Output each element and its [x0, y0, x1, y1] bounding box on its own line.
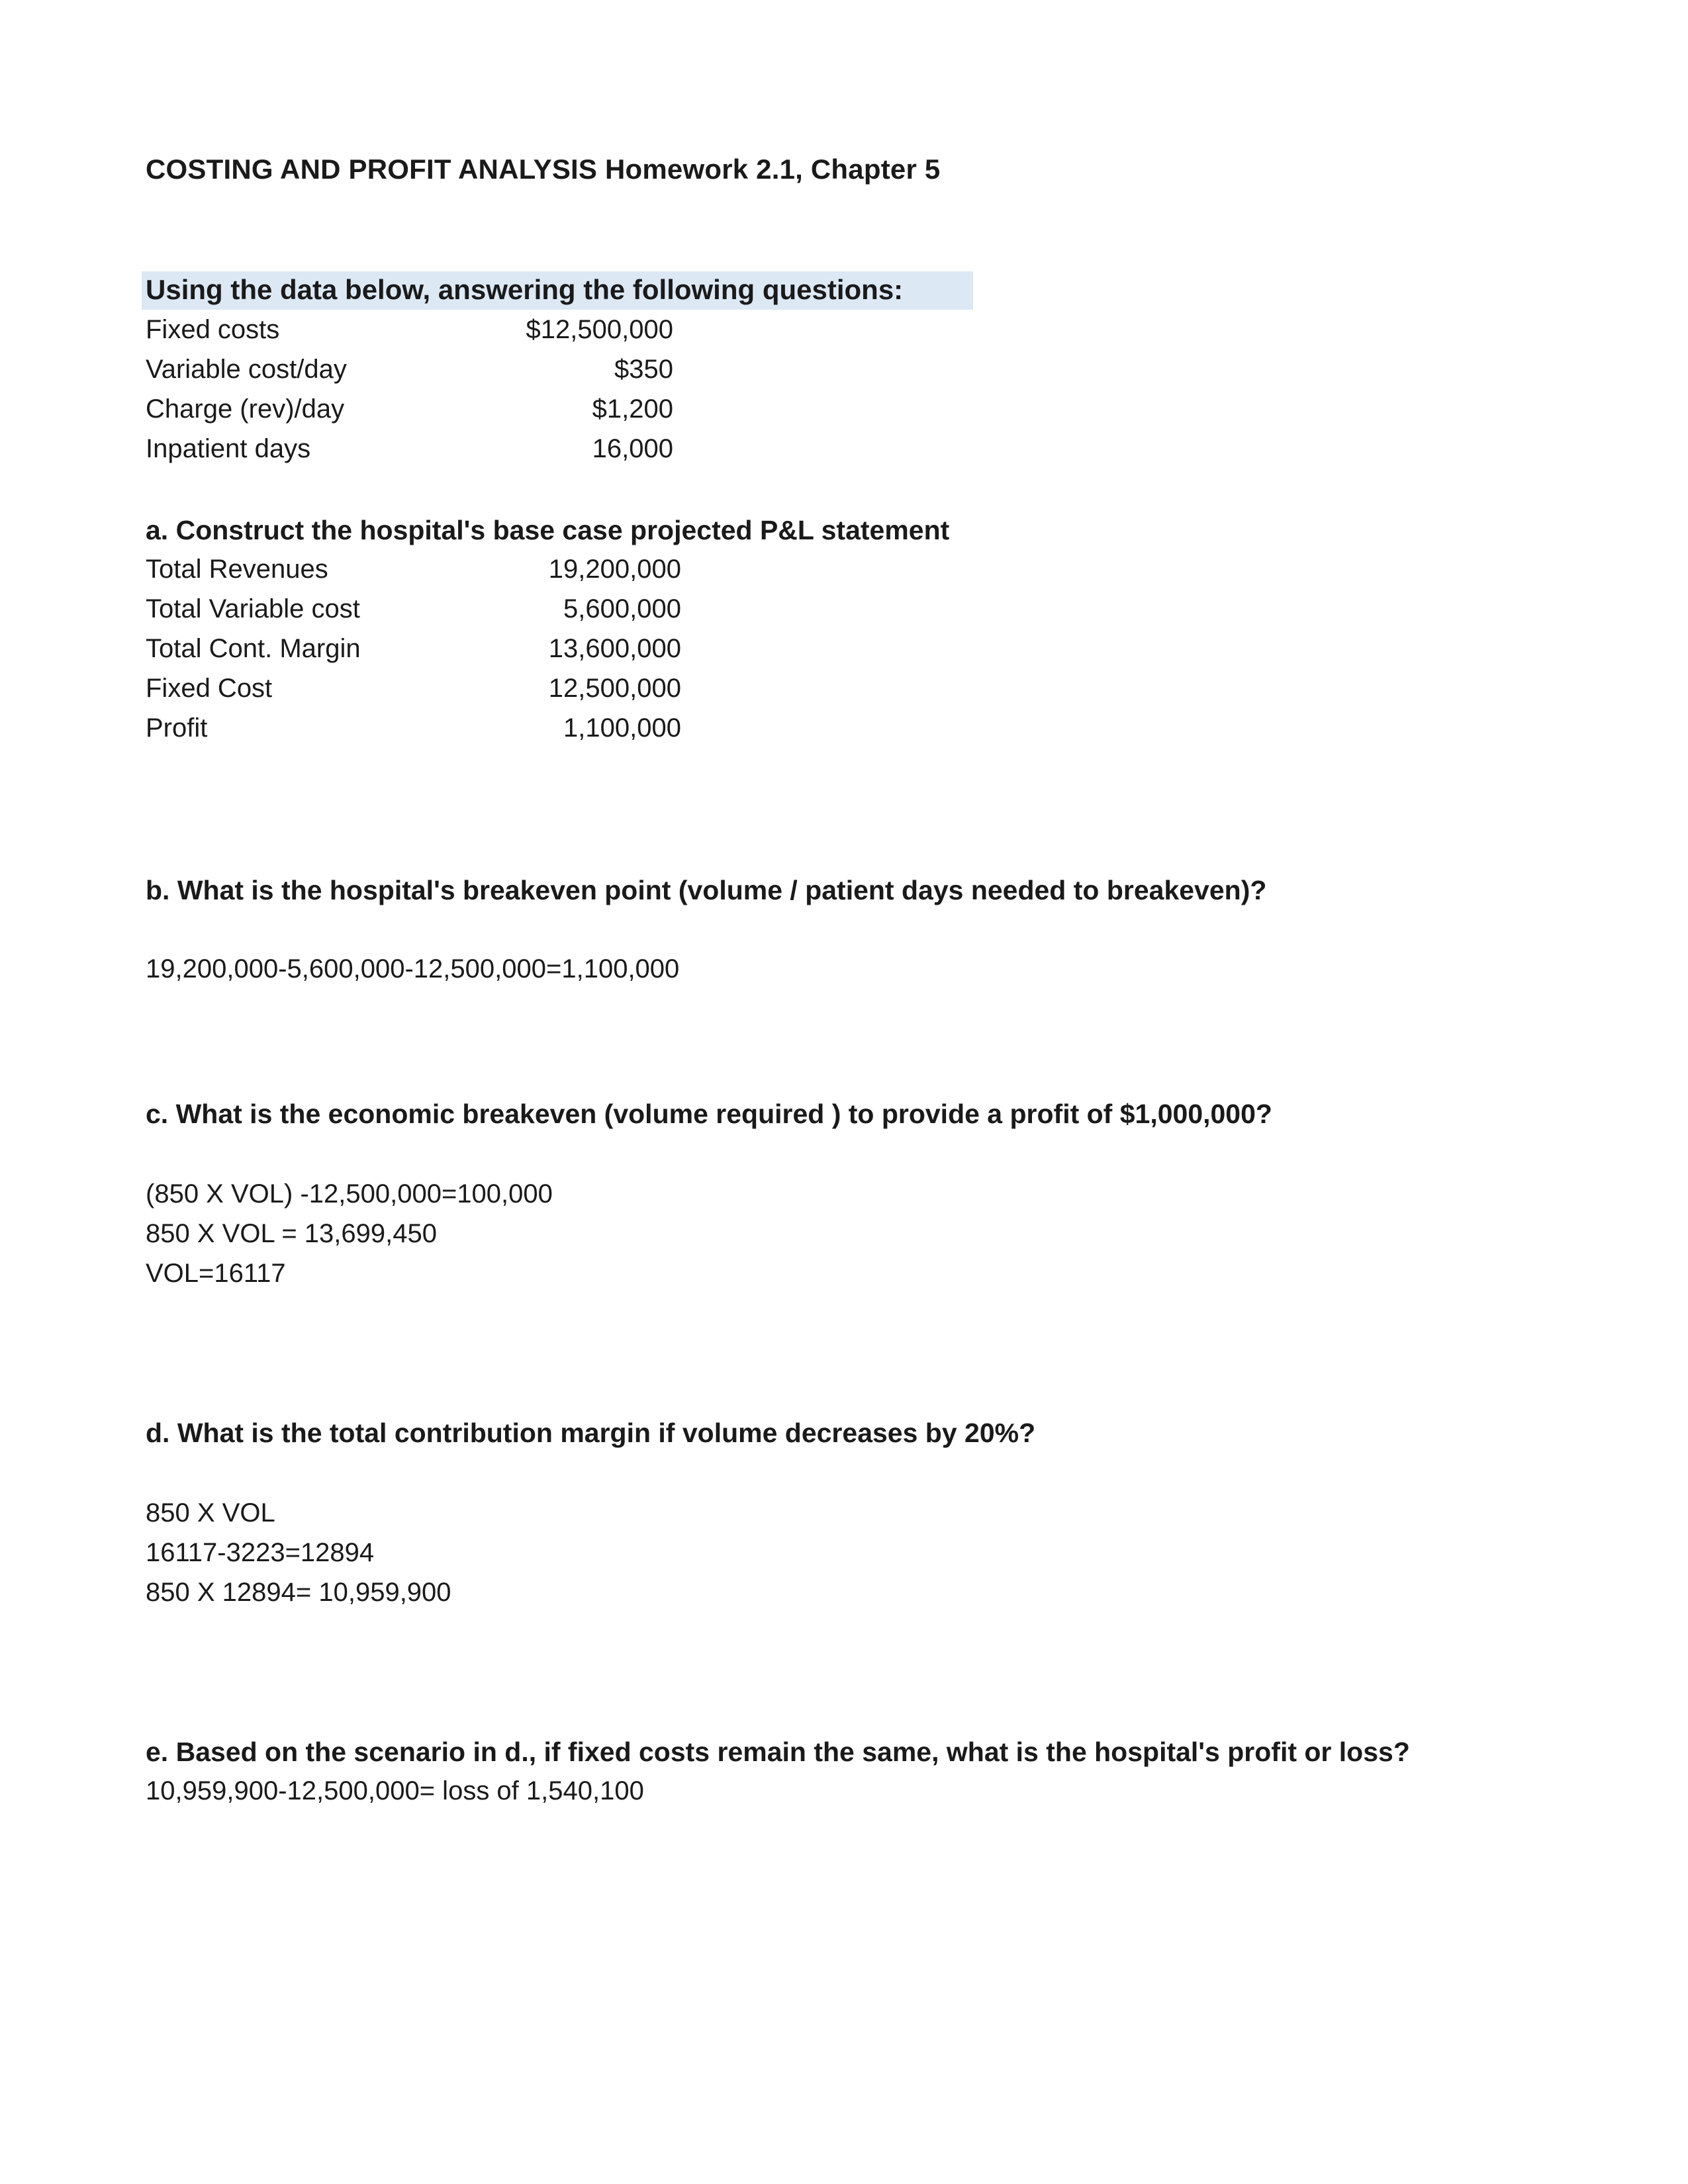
pl-value-total-revenues: 19,200,000 [548, 555, 681, 584]
section-c-heading: c. What is the economic breakeven (volume required ) to provide a profit of $1,000,000? [146, 1099, 1272, 1129]
input-label-charge: Charge (rev)/day [146, 394, 345, 424]
input-label-inpatient-days: Inpatient days [146, 434, 311, 463]
pl-label-total-cont-margin: Total Cont. Margin [146, 634, 361, 663]
input-value-charge: $1,200 [592, 394, 673, 424]
section-b-heading: b. What is the hospital's breakeven point (volume / patient days needed to breakeven)? [146, 875, 1267, 905]
section-c-line-1: (850 X VOL) -12,500,000=100,000 [146, 1179, 553, 1208]
section-c-line-2: 850 X VOL = 13,699,450 [146, 1219, 437, 1248]
pl-label-profit: Profit [146, 713, 208, 743]
section-b-answer: 19,200,000-5,600,000-12,500,000=1,100,000 [146, 954, 680, 983]
pl-value-fixed-cost: 12,500,000 [548, 674, 681, 703]
section-d-line-2: 16117-3223=12894 [146, 1538, 375, 1567]
input-label-fixed-costs: Fixed costs [146, 315, 280, 344]
intro-heading: Using the data below, answering the following questions: [146, 274, 904, 305]
pl-value-profit: 1,100,000 [563, 713, 681, 743]
section-a-heading: a. Construct the hospital's base case projected P&L statement [146, 515, 950, 545]
pl-label-total-revenues: Total Revenues [146, 555, 328, 584]
input-value-inpatient-days: 16,000 [592, 434, 673, 463]
pl-label-total-variable-cost: Total Variable cost [146, 594, 360, 623]
page-title: COSTING AND PROFIT ANALYSIS Homework 2.1, Chapter 5 [146, 154, 941, 185]
section-d-heading: d. What is the total contribution margin if volume decreases by 20%? [146, 1418, 1036, 1448]
section-d-line-1: 850 X VOL [146, 1498, 275, 1527]
section-e-heading: e. Based on the scenario in d., if fixed costs remain the same, what is the hospital's profit or loss? [146, 1737, 1410, 1767]
section-d-line-3: 850 X 12894= 10,959,900 [146, 1578, 451, 1607]
pl-label-fixed-cost: Fixed Cost [146, 674, 273, 703]
section-e-answer: 10,959,900-12,500,000= loss of 1,540,100 [146, 1776, 644, 1805]
pl-value-total-cont-margin: 13,600,000 [548, 634, 681, 663]
input-value-variable-cost: $350 [614, 355, 673, 384]
section-c-line-3: VOL=16117 [146, 1259, 286, 1288]
input-value-fixed-costs: $12,500,000 [526, 315, 673, 344]
input-label-variable-cost: Variable cost/day [146, 355, 347, 384]
pl-value-total-variable-cost: 5,600,000 [563, 594, 681, 623]
